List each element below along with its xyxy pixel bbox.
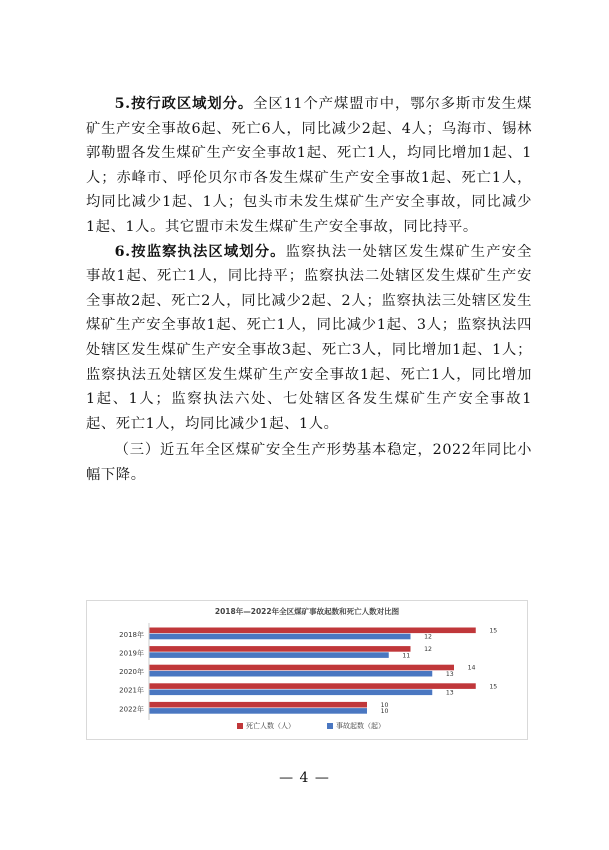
category-label: 2020年 — [119, 668, 144, 677]
bar — [150, 708, 368, 714]
data-label: 13 — [445, 689, 454, 697]
category-label: 2019年 — [119, 649, 144, 658]
paragraph-by-administrative-region — [86, 92, 532, 240]
bar — [150, 683, 476, 689]
data-label: 11 — [402, 652, 411, 660]
bar — [150, 652, 389, 658]
category-label: 2021年 — [119, 686, 144, 695]
category-label: 2018年 — [119, 630, 144, 639]
bar — [150, 634, 411, 640]
page-number: — 4 — — [279, 770, 330, 786]
paragraph-heading: 5.按行政区域划分。 — [114, 96, 254, 112]
bar — [150, 702, 368, 708]
legend-label: 死亡人数（人） — [246, 722, 295, 730]
paragraph-by-inspection-region — [86, 240, 532, 437]
data-label: 13 — [445, 670, 454, 678]
document-body — [86, 92, 532, 488]
paragraph-text: 监察执法一处辖区发生煤矿生产安全事故1起、死亡1人，同比持平；监察执法二处辖区发生煤矿生产安全事故2起、死亡2人，同比减少2起、2人；监察执法三处辖区发生煤矿生产安全事故1起、死亡1人，同比减少1起、3人；监察执法四处辖区发生煤矿生产安全事故3起、死亡3人，同比增加1起、1人；监察执法五处辖区发生煤矿生产安全事故1起、死亡1人，同比增加1起、1人；监察执法六处、七处辖区各发生煤矿生产安全事故1起、死亡1人，均同比减少1起、1人。 — [86, 243, 532, 432]
paragraph-five-year-trend: （三）近五年全区煤矿安全生产形势基本稳定，2022年同比小幅下降。 — [86, 442, 532, 483]
paragraph-text: 全区11个产煤盟市中，鄂尔多斯市发生煤矿生产安全事故6起、死亡6人，同比减少2起、4人；乌海市、锡林郭勒盟各发生煤矿生产安全事故1起、死亡1人，均同比增加1起、1人；赤峰市、呼伦贝尔市各发生煤矿生产安全事故1起、死亡1人，均同比减少1起、1人；包头市未发生煤矿生产安全事故，同比减少1起、1人。其它盟市未发生煤矿生产安全事故，同比持平。 — [86, 96, 532, 235]
paragraph-heading: 6.按监察执法区域划分。 — [114, 243, 286, 260]
bar — [150, 671, 433, 677]
bar — [150, 646, 411, 652]
data-label: 12 — [424, 633, 432, 641]
legend-swatch — [327, 723, 333, 729]
legend-swatch — [237, 723, 243, 729]
category-label: 2022年 — [119, 705, 144, 714]
bar — [150, 665, 455, 671]
data-label: 15 — [489, 627, 498, 635]
data-label: 15 — [489, 683, 498, 691]
data-label: 10 — [380, 708, 389, 716]
bar — [150, 690, 433, 696]
chart-canvas — [87, 601, 527, 739]
bar — [150, 628, 476, 634]
data-label: 10 — [380, 701, 389, 709]
data-label: 12 — [424, 646, 432, 654]
legend-label: 事故起数（起） — [336, 722, 385, 730]
accident-comparison-chart — [86, 600, 528, 740]
data-label: 14 — [467, 664, 476, 672]
chart-title: 2018年—2022年全区煤矿事故起数和死亡人数对比图 — [214, 607, 400, 616]
